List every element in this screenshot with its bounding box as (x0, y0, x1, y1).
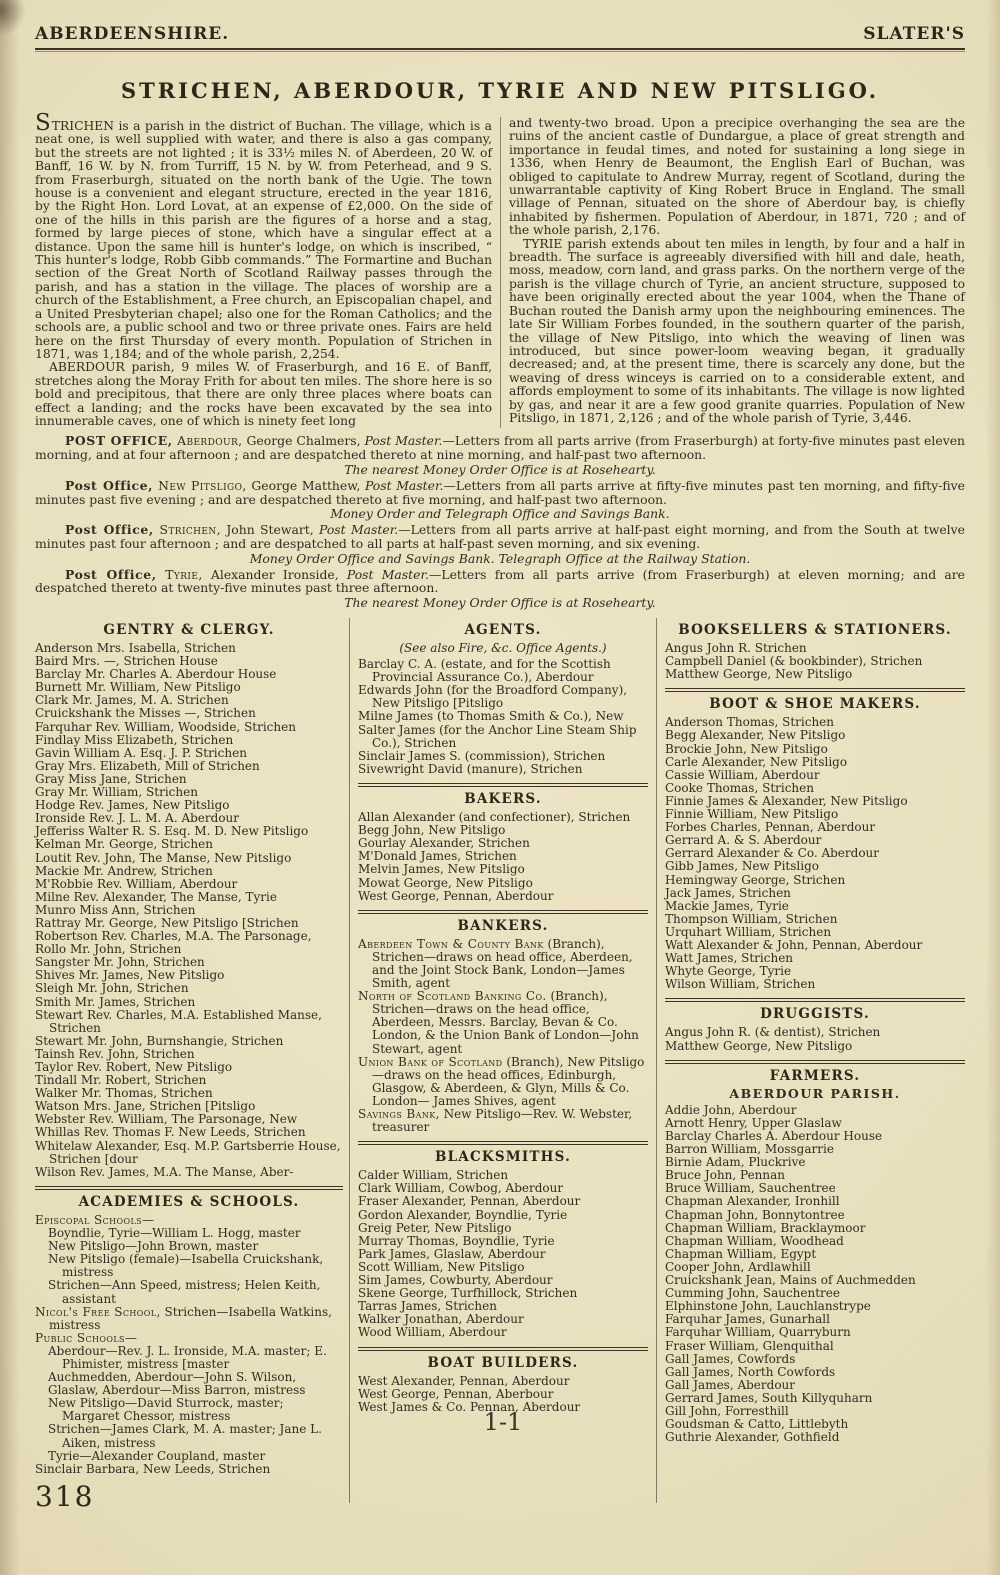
post-office-entry: Post Office, Tyrie, Alexander Ironside, Post Master.—Letters from all parts arrive (from Fraserburgh) at eleven morning; and are despatched thereto at twenty-five minutes past three afternoon. (35, 566, 965, 596)
section-title: BLACKSMITHS. (434, 1149, 572, 1166)
directory-entry: Hemingway George, Strichen (665, 872, 846, 887)
directory-entry: Scott William, New Pitsligo (358, 1259, 525, 1274)
directory-entry: Gavin William A. Esq. J. P. Strichen (35, 745, 247, 760)
directory-entry: Shives Mr. James, New Pitsligo (35, 968, 225, 983)
directory-entry: Wilson William, Strichen (665, 977, 816, 992)
intro-paragraph: STRICHEN is a parish in the district of Buchan. The village, which is a neat one, is well supplied with water, and there is also a gas company, but the streets are not lighted ; it is 33½ miles N. of Aberdeen, 20 W. of Banff, 16 W. by N. from Turriff, 15 N. by W. from Peterhead, and 9 S. from Fraserburgh, situated on the north bank of the Ugie. The town house is a convenient and elegant structure, erected in the year 1816, by the Right Hon. Lord Lovat, at an expense of £2,000. On the side of one of the hills in this parish are the figures of a horse and a stag, formed by large pieces of stone, which have a singular effect at a distance. Upon the same hill is hunter's lodge, on which is inscribed, “ This hunter's lodge, Robb Gibb commands.” The Formartine and Buchan section of the Great North of Scotland Railway passes through the parish, and has a station in the village. The places of worship are a church of the Establishment, a Free church, an Episcopalian chapel, and a United Presbyterian chapel; also one for the Roman Catholics; and the schools are, a public school and two or three private ones. Fairs are held here on the first Thursday of every month. Population of Strichen in 1871, was 1,184; and of the whole parish, 2,254. (35, 110, 492, 361)
directory-section (35, 1186, 343, 1476)
page-number: 318 (35, 1479, 95, 1513)
directory-entry: Murray Thomas, Boyndlie, Tyrie (358, 1233, 555, 1248)
directory-entry: Gordon Alexander, Boyndlie, Tyrie (358, 1207, 568, 1222)
directory-entry: Gray Mr. William, Strichen (35, 785, 198, 800)
directory-entry: Gibb James, New Pitsligo (665, 859, 819, 874)
directory-entry: Gerrard A. & S. Aberdour (665, 833, 822, 848)
directory-entry: Auchmedden, Aberdour—John S. Wilson, (48, 1370, 297, 1385)
directory-section (665, 688, 965, 991)
directory-entry: Cumming John, Sauchentree (665, 1286, 840, 1301)
directory-entry: Begg Alexander, New Pitsligo (665, 728, 846, 743)
directory-entry: Elphinstone John, Lauchlanstrype (665, 1299, 871, 1314)
directory-entry: Fraser Alexander, Pennan, Aberdour (358, 1194, 581, 1209)
directory-entry: Wood William, Aberdour (358, 1325, 507, 1340)
post-office-place: New Pitsligo, (153, 477, 247, 493)
directory-entry: Bruce William, Sauchentree (665, 1181, 836, 1196)
directory-entry: Gill John, Forresthill (665, 1403, 789, 1418)
section-title: GENTRY & CLERGY. (103, 621, 275, 638)
directory-entry: Allan Alexander (and confectioner), Strichen (358, 810, 631, 825)
directory-entry: Rattray Mr. George, New Pitsligo [Strichen (35, 915, 299, 930)
directory-entry: Tindall Mr. Robert, Strichen (35, 1073, 207, 1088)
directory-section (665, 621, 965, 682)
directory-entry: Chapman William, Egypt (665, 1246, 817, 1261)
directory-entry: Tarras James, Strichen (358, 1299, 497, 1314)
directory-entry: Chapman Alexander, Ironhill (665, 1194, 840, 1209)
post-office-note: Money Order and Telegraph Office and Savings Bank. (330, 506, 670, 522)
directory-entry: Webster Rev. William, The Parsonage, New (35, 1112, 298, 1127)
directory-entry: Calder William, Strichen (358, 1168, 509, 1183)
directory-entry: Salter James (for the Anchor Line Steam Ship Co.), Strichen (358, 722, 637, 750)
post-office-place: Aberdour, (172, 433, 243, 449)
post-office-lead: Post Office, (65, 566, 157, 582)
directory-entry: Watt James, Strichen (665, 951, 794, 966)
directory-entry: West Alexander, Pennan, Aberdour (358, 1373, 570, 1388)
post-office-place: Strichen, (153, 522, 222, 538)
directory-entry: Glaslaw, Aberdour—Miss Barron, mistress (48, 1383, 306, 1398)
directory-entry: Greig Peter, New Pitsligo (358, 1220, 512, 1235)
directory-entry: Gall James, Aberdour (665, 1377, 796, 1392)
directory-entry: Stewart Rev. Charles, M.A. Established Manse, Strichen (35, 1007, 322, 1035)
entry-smallcaps-lead: Union Bank of Scotland (358, 1054, 503, 1069)
entry-smallcaps-lead: Episcopal Schools— (35, 1212, 155, 1227)
directory-entry: Aberdeen Town & County Bank (Branch), Strichen—draws on head office, Aberdeen, and the Joint Stock Bank, London—James Smith, agent (358, 936, 633, 991)
entry-smallcaps-lead: Nicol's Free School, (35, 1304, 161, 1319)
section-title: BOAT BUILDERS. (427, 1354, 579, 1371)
entry-smallcaps-lead: Aberdeen Town & County Bank (358, 936, 544, 951)
post-office-note: The nearest Money Order Office is at Rosehearty. (344, 461, 656, 477)
directory-entry: Cassie William, Aberdour (665, 767, 820, 782)
directory-entry: Sinclair Barbara, New Leeds, Strichen (35, 1461, 271, 1476)
directory-entry: Angus John R. (& dentist), Strichen (665, 1025, 881, 1040)
entry-smallcaps-lead: North of Scotland Banking Co. (358, 989, 547, 1004)
directory-entry: Angus John R. Strichen (665, 641, 807, 655)
post-office-note: Money Order Office and Savings Bank. Telegraph Office at the Railway Station. (249, 550, 751, 566)
intro-paragraph: ABERDOUR parish, 9 miles W. of Fraserburgh, and 16 E. of Banff, stretches along the Moray Frith for about ten miles. The shore here is so bold and precipitous, that there are only three places where boats can effect a landing; and the rocks have been excavated by the sea into innumerable caves, one of which is ninety feet long (35, 360, 492, 428)
directory-entry: Watt Alexander & John, Pennan, Aberdour (665, 937, 923, 952)
post-master-label: Post Master. (346, 566, 429, 582)
directory-entry: Sim James, Cowburty, Aberdour (358, 1273, 553, 1288)
directory-entry: Sinclair James S. (commission), Strichen (358, 748, 606, 763)
directory-entry (35, 1332, 343, 1345)
directory-entry: Whyte George, Tyrie (665, 964, 792, 979)
directory-entry: Whitelaw Alexander, Esq. M.P. Gartsberrie House, Strichen [dour (35, 1138, 341, 1166)
directory-entry: Tainsh Rev. John, Strichen (35, 1046, 195, 1061)
directory-entry: Carle Alexander, New Pitsligo (665, 754, 848, 769)
directory-entry: Thompson William, Strichen (665, 911, 838, 926)
directory-entry: Milne Rev. Alexander, The Manse, Tyrie (35, 889, 277, 904)
directory-entry: Urquhart William, Strichen (665, 924, 832, 939)
directory-section (35, 621, 343, 1179)
directory-entry: Edwards John (for the Broadford Company), New Pitsligo [Pitsligo (358, 683, 628, 711)
directory-column-middle (349, 618, 657, 1503)
directory-entry: Arnott Henry, Upper Glaslaw (665, 1115, 842, 1130)
directory-entry: Watson Mrs. Jane, Strichen [Pitsligo (35, 1099, 256, 1114)
directory-entry: Strichen—James Clark, M. A. master; Jane L. Aiken, mistress (48, 1422, 322, 1450)
post-master-label: Post Master. (364, 477, 444, 493)
directory-section (358, 783, 648, 903)
directory-entry: Sleigh Mr. John, Strichen (35, 981, 189, 996)
directory-entry: New Pitsligo—David Sturrock, master; Margaret Chessor, mistress (48, 1396, 284, 1424)
directory-section (358, 1141, 648, 1339)
directory-entry: Gall James, North Cowfords (665, 1364, 836, 1379)
directory-columns (35, 618, 965, 1513)
post-office-lead: POST OFFICE, (65, 433, 173, 449)
post-office-section (35, 434, 965, 610)
directory-entry: Wilson Rev. James, M.A. The Manse, Aber- (35, 1164, 294, 1179)
directory-entry: Gall James, Cowfords (665, 1351, 796, 1366)
directory-entry: Strichen—Ann Speed, mistress; Helen Keith, assistant (48, 1278, 321, 1306)
entry-smallcaps-lead: Savings Bank, (358, 1107, 440, 1121)
running-head-left: ABERDEENSHIRE. (35, 24, 230, 44)
post-office-entry: Post Office, Strichen, John Stewart, Post Master.—Letters from all parts arrive at half-past eight morning, and from the South at twelve minutes past four afternoon ; and are despatched to all parts at half-past seven morning, and six evening. (35, 522, 965, 551)
intro-column-right (500, 117, 965, 428)
directory-entry: Gray Miss Jane, Strichen (35, 771, 187, 786)
post-office-lead: Post Office, (65, 477, 154, 493)
directory-entry: Addie John, Aberdour (665, 1102, 797, 1117)
directory-entry: Anderson Thomas, Strichen (665, 715, 835, 730)
post-office-entry: Post Office, New Pitsligo, George Matthew, Post Master.—Letters from all parts arrive at fifty-five minutes past ten morning, and fifty-five minutes past five evening ; and are despatched thereto at five morning, and half-past two afternoon. (35, 477, 965, 507)
directory-section (665, 998, 965, 1052)
intro-column-left (35, 110, 500, 428)
section-title: AGENTS. (464, 621, 542, 638)
directory-entry: North of Scotland Banking Co. (Branch), Strichen—draws on the head office, Aberdeen, Messrs. Barclay, Bevan & Co. London, & the Union Bank of London—John Stewart, agent (358, 989, 639, 1056)
intro-paragraph: TYRIE parish extends about ten miles in length, by four and a half in breadth. The surface is agreeably diversified with hill and dale, heath, moss, meadow, corn land, and grass parks. On the northern verge of the parish is the village church of Tyrie, an ancient structure, supposed to have been originally erected about the year 1004, when the Thane of Buchan routed the Danish army upon the neighbouring eminences. The late Sir William Forbes founded, in the southern quarter of the parish, the village of New Pitsligo, into which the weaving of linen was introduced, but since power-loom weaving began, it gradually decreased; and, at the present time, there is scarcely any done, but the weaving of dress winceys is carried on to a considerable extent, and affords employment to some of its inhabitants. The village is now lighted by gas, and near it are a few good granite quarries. Population of New Pitsligo, in 1871, 2,126 ; and of the whole parish of Tyrie, 3,446. (509, 236, 965, 425)
directory-entry: Chapman William, Bracklaymoor (665, 1220, 866, 1235)
directory-entry: Milne James (to Thomas Smith & Co.), New (358, 709, 624, 724)
directory-entry: Cooke Thomas, Strichen (665, 780, 814, 795)
directory-entry: Cruickshank the Misses —, Strichen (35, 706, 256, 721)
directory-entry: Bruce John, Pennan (665, 1168, 786, 1183)
section-subtitle: ABERDOUR PARISH. (729, 1085, 901, 1101)
directory-entry: Melvin James, New Pitsligo (358, 862, 525, 877)
directory-entry: New Pitsligo (female)—Isabella Cruickshank, mistress (48, 1252, 324, 1280)
directory-entry: Boyndlie, Tyrie—William L. Hogg, master (48, 1226, 301, 1241)
directory-entry: Kelman Mr. George, Strichen (35, 837, 213, 852)
directory-entry: Baird Mrs. —, Strichen House (35, 654, 218, 669)
directory-entry: Barclay Mr. Charles A. Aberdour House (35, 667, 277, 682)
directory-entry: Loutit Rev. John, The Manse, New Pitsligo (35, 850, 292, 865)
directory-entry: Finnie William, New Pitsligo (665, 807, 839, 822)
directory-entry: Finnie James & Alexander, New Pitsligo (665, 793, 908, 808)
directory-entry: Savings Bank, New Pitsligo—Rev. W. Webster, treasurer (358, 1107, 633, 1135)
directory-entry: Clark Mr. James, M. A. Strichen (35, 693, 229, 708)
directory-entry: Gerrard James, South Killyquharn (665, 1390, 873, 1405)
directory-entry: Skene George, Turfhillock, Strichen (358, 1286, 578, 1301)
directory-entry: Farquhar William, Quarryburn (665, 1325, 851, 1340)
intro-paragraph: and twenty-two broad. Upon a precipice overhanging the sea are the ruins of the ancient castle of Dundargue, a place of great strength and importance in feudal times, and noted for sustaining a long siege in 1336, when Henry de Beaumont, the English Earl of Buchan, was obliged to capitulate to Andrew Murray, regent of Scotland, during the unwarrantable captivity of King Robert Bruce in England. The small village of Pennan, situated on the shore of Aberdour bay, is chiefly inhabited by fishermen. Population of Aberdour, in 1871, 720 ; and of the whole parish, 2,176. (509, 116, 965, 238)
directory-entry: Fraser William, Glenquithal (665, 1338, 834, 1353)
running-header (35, 24, 965, 44)
directory-entry: Gourlay Alexander, Strichen (358, 836, 530, 851)
directory-entry: Union Bank of Scotland (Branch), New Pitsligo—draws on the head offices, Edinburgh, Glasgow, & Aberdeen, & Glyn, Mills & Co. London— James Shives, agent (358, 1054, 645, 1108)
directory-entry: Aberdour—Rev. J. L. Ironside, M.A. master; E. Phimister, mistress [master (48, 1343, 327, 1371)
directory-entry: Taylor Rev. Robert, New Pitsligo (35, 1060, 233, 1074)
directory-entry: Tyrie—Alexander Coupland, master (48, 1448, 266, 1463)
section-title: BOOKSELLERS & STATIONERS. (678, 621, 952, 638)
directory-entry: Mowat George, New Pitsligo (358, 875, 533, 890)
directory-entry: Findlay Miss Elizabeth, Strichen (35, 732, 234, 747)
directory-entry: Brockie John, New Pitsligo (665, 741, 828, 756)
entry-smallcaps-lead: Public Schools— (35, 1330, 138, 1345)
directory-entry: Ironside Rev. J. L. M. A. Aberdour (35, 811, 240, 826)
running-head-right: SLATER'S (863, 24, 965, 44)
page-title: STRICHEN, ABERDOUR, TYRIE AND NEW PITSLIGO. (120, 78, 880, 103)
directory-entry: Goudsman & Catto, Littlebyth (665, 1417, 849, 1432)
directory-column-left (35, 618, 349, 1513)
directory-section (358, 910, 648, 1135)
directory-entry: Campbell Daniel (& bookbinder), Strichen (665, 654, 923, 669)
post-master-label: Post Master. (319, 522, 399, 538)
directory-entry: Jefferiss Walter R. S. Esq. M. D. New Pitsligo (35, 824, 309, 839)
directory-section (665, 1060, 965, 1445)
header-rule (35, 48, 965, 52)
post-master-label: Post Master. (364, 433, 443, 449)
directory-entry: Munro Miss Ann, Strichen (35, 902, 196, 917)
directory-entry: New Pitsligo—John Brown, master (48, 1239, 259, 1254)
section-title: BOOT & SHOE MAKERS. (709, 696, 921, 713)
directory-entry: Stewart Mr. John, Burnshangie, Strichen (35, 1033, 284, 1048)
post-office-note: The nearest Money Order Office is at Rosehearty. (344, 595, 656, 611)
directory-entry: Matthew George, New Pitsligo (665, 1038, 853, 1053)
section-note: (See also Fire, &c. Office Agents.) (399, 641, 607, 655)
directory-entry: Chapman William, Woodhead (665, 1233, 844, 1248)
directory-entry: Farquhar Rev. William, Woodside, Strichen (35, 719, 296, 734)
directory-section (358, 621, 648, 776)
directory-entry: Whillas Rev. Thomas F. New Leeds, Strichen (35, 1125, 306, 1140)
directory-entry: Walker Mr. Thomas, Strichen (35, 1086, 213, 1101)
directory-section (358, 1347, 648, 1414)
directory-entry: Nicol's Free School, Strichen—Isabella Watkins, mistress (35, 1304, 332, 1332)
directory-column-right (657, 618, 965, 1503)
directory-entry: Burnett Mr. William, New Pitsligo (35, 680, 241, 695)
directory-entry: Rollo Mr. John, Strichen (35, 942, 182, 957)
directory-entry: Anderson Mrs. Isabella, Strichen (35, 641, 236, 655)
directory-entry: Sivewright David (manure), Strichen (358, 761, 583, 776)
section-title: BAKERS. (464, 790, 542, 807)
directory-entry: Forbes Charles, Pennan, Aberdour (665, 820, 876, 835)
section-title: ACADEMIES & SCHOOLS. (78, 1193, 300, 1210)
signature-mark: 1-1 (483, 1407, 523, 1436)
directory-entry: Matthew George, New Pitsligo (665, 667, 853, 682)
section-title: FARMERS. (769, 1067, 861, 1084)
intro-text (35, 110, 965, 428)
directory-entry: Farquhar James, Gunarhall (665, 1312, 830, 1327)
post-office-place: Tyrie, (156, 566, 203, 582)
section-title: DRUGGISTS. (760, 1006, 870, 1023)
directory-entry: West George, Pennan, Aberdour (358, 888, 554, 903)
directory-entry: Barron William, Mossgarrie (665, 1142, 834, 1157)
directory-entry: Cruickshank Jean, Mains of Auchmedden (665, 1273, 916, 1288)
directory-entry: Clark William, Cowbog, Aberdour (358, 1181, 564, 1196)
directory-entry: Sangster Mr. John, Strichen (35, 955, 205, 970)
post-office-lead: Post Office, (65, 522, 154, 538)
directory-entry: Hodge Rev. James, New Pitsligo (35, 798, 230, 813)
directory-entry: Mackie James, Tyrie (665, 898, 789, 913)
directory-entry: West George, Pennan, Aberbour (358, 1386, 554, 1401)
directory-entry: Gerrard Alexander & Co. Aberdour (665, 846, 880, 861)
directory-entry: Jack James, Strichen (665, 885, 791, 900)
directory-entry: Mackie Mr. Andrew, Strichen (35, 863, 213, 878)
directory-entry: Smith Mr. James, Strichen (35, 994, 196, 1009)
directory-entry: Robertson Rev. Charles, M.A. The Parsonage, (35, 929, 312, 944)
directory-entry: Guthrie Alexander, Gothfield (665, 1430, 840, 1445)
directory-entry: Park James, Glaslaw, Aberdour (358, 1246, 546, 1261)
directory-entry: Barclay Charles A. Aberdour House (665, 1129, 883, 1143)
directory-entry: Walker Jonathan, Aberdour (358, 1312, 524, 1327)
post-office-entry: POST OFFICE, Aberdour, George Chalmers, Post Master.—Letters from all parts arrive (from Fraserburgh) at forty-five minutes past eleven morning, and at four afternoon ; and are despatched thereto at nine morning, and half-past two afternoon. (35, 433, 966, 463)
section-title: BANKERS. (457, 917, 549, 934)
directory-entry: Chapman John, Bonnytontree (665, 1207, 845, 1222)
directory-entry: Cooper John, Ardlawhill (665, 1259, 811, 1274)
directory-entry: Begg John, New Pitsligo (358, 823, 506, 838)
directory-entry: M'Donald James, Strichen (358, 849, 517, 864)
directory-entry: Birnie Adam, Pluckrive (665, 1155, 806, 1170)
directory-entry: Barclay C. A. (estate, and for the Scottish Provincial Assurance Co.), Aberdour (358, 657, 611, 685)
directory-entry: Gray Mrs. Elizabeth, Mill of Strichen (35, 758, 260, 773)
directory-entry: West James & Co. Pennan, Aberdour (358, 1399, 581, 1414)
directory-entry: M'Robbie Rev. William, Aberdour (35, 876, 238, 891)
